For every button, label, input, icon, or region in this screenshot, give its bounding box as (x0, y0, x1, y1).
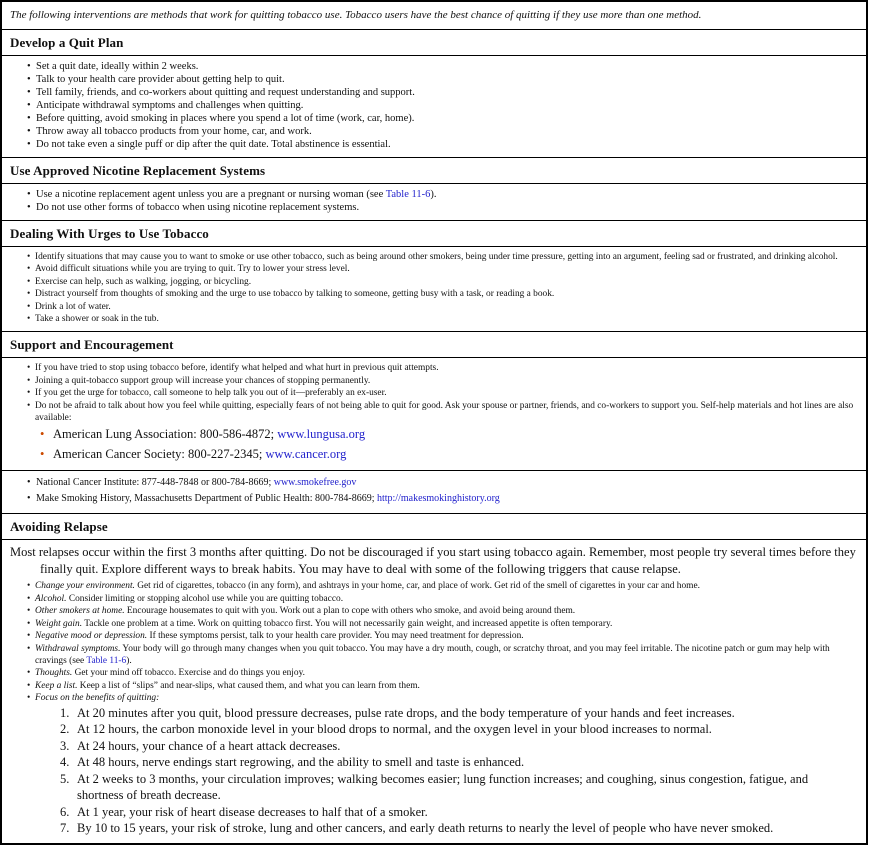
item-text (35, 387, 856, 399)
section-header: Use Approved Nicotine Replacement Systems (2, 157, 866, 183)
bullet-marker: • (27, 643, 31, 654)
item-text (35, 400, 856, 425)
bullet-item (27, 125, 856, 138)
makesmokinghistory-link[interactable]: http://makesmokinghistory.org (376, 493, 500, 505)
text-run: If you get the urge for tobacco, call someone to help talk you out of it—preferably an ex-user. (35, 388, 387, 399)
text-run: Thoughts. (35, 668, 73, 679)
text-run: Do not take even a single puff or dip after the quit date. Total abstinence is essential. (36, 139, 391, 150)
text-run: ). (126, 655, 132, 666)
text-run: American Lung Association: 800-586-4872; (53, 427, 278, 442)
text-run: At 20 minutes after you quit, blood pressure decreases, pulse rate drops, and the body temperature of your hands and feet increases. (77, 705, 735, 720)
item-text (35, 313, 856, 325)
numbered-item (60, 820, 856, 837)
bullet-marker: • (27, 100, 31, 111)
text-run: At 1 year, your risk of heart disease decreases to half that of a smoker. (77, 804, 428, 819)
bullet-marker: • (27, 668, 31, 679)
bullet-marker: • (27, 301, 31, 312)
bullet-item (27, 618, 856, 630)
item-text (35, 276, 856, 288)
bullet-item (27, 680, 856, 692)
numbered-item (60, 738, 856, 755)
item-text (77, 721, 856, 738)
text-run: Exercise can help, such as walking, jogging, or bicycling. (35, 276, 252, 287)
table-11-6-link[interactable]: Table 11-6 (86, 655, 127, 666)
item-text (35, 680, 856, 692)
item-text (35, 288, 856, 300)
section-content-row (2, 470, 866, 513)
bullet-item (27, 692, 856, 704)
text-run: Change your environment. (35, 581, 135, 592)
bullet-item (27, 387, 856, 399)
resource-bullet-item (40, 444, 856, 464)
item-text (36, 86, 856, 99)
number-marker: 4. (60, 755, 70, 770)
bullet-marker: • (27, 61, 31, 72)
cancer-org-link[interactable]: www.cancer.org (265, 447, 347, 462)
bullet-marker: • (27, 477, 31, 489)
item-text (53, 444, 856, 464)
bullet-marker: • (27, 680, 31, 691)
item-text (35, 263, 856, 275)
section-header: Avoiding Relapse (2, 513, 866, 539)
text-run: Joining a quit-tobacco support group will increase your chances of stopping permanently. (35, 375, 371, 386)
bullet-marker: • (27, 388, 31, 399)
text-run: Do not use other forms of tobacco when using nicotine replacement systems. (36, 202, 360, 213)
item-text (36, 60, 856, 73)
text-run: Talk to your health care provider about getting help to quit. (36, 74, 285, 85)
item-text (77, 738, 856, 755)
bullet-marker: • (27, 314, 31, 325)
item-text (36, 99, 856, 112)
text-run: At 24 hours, your chance of a heart attack decreases. (77, 738, 341, 753)
text-run: If these symptoms persist, talk to your health care provider. You may need treatment for depression. (147, 631, 524, 642)
item-text (36, 125, 856, 138)
bullet-item (27, 99, 856, 112)
item-text (35, 580, 856, 592)
text-run: Focus on the benefits of quitting: (35, 693, 160, 704)
text-run: At 12 hours, the carbon monoxide level in your blood drops to normal, and the oxygen level in your blood increases to normal. (77, 722, 712, 737)
item-text (35, 692, 856, 704)
text-run: Withdrawal symptoms. (35, 643, 121, 654)
resource-bullet-item (40, 424, 856, 444)
bullet-marker: • (27, 606, 31, 617)
item-text (35, 618, 856, 630)
text-run: American Cancer Society: 800-227-2345; (53, 447, 266, 462)
text-run: Keep a list of “slips” and near-slips, what caused them, and what you can learn from them. (77, 680, 420, 691)
text-run: Get your mind off tobacco. Exercise and do things you enjoy. (72, 668, 306, 679)
section-header: Develop a Quit Plan (2, 29, 866, 55)
item-text (36, 201, 856, 214)
bullet-item (27, 201, 856, 214)
item-text (36, 73, 856, 86)
bullet-item (27, 375, 856, 387)
bullet-marker: • (27, 289, 31, 300)
text-run: Anticipate withdrawal symptoms and challenges when quitting. (36, 100, 304, 111)
bullet-marker: • (27, 189, 31, 200)
item-text (36, 188, 856, 201)
bullet-marker: • (40, 427, 45, 442)
text-run: ). (430, 189, 437, 200)
number-marker: 7. (60, 821, 70, 836)
bullet-item (27, 251, 856, 263)
bullet-marker: • (27, 581, 31, 592)
bullet-item (27, 643, 856, 668)
text-run: Get rid of cigarettes, tobacco (in any form), and ashtrays in your home, car, and place of work. Get rid of the smell of cigarettes in your car and home. (134, 581, 700, 592)
lungusa-link[interactable]: www.lungusa.org (277, 427, 366, 442)
item-text (35, 643, 856, 668)
number-marker: 1. (60, 705, 70, 720)
bullet-item (27, 60, 856, 73)
bullet-marker: • (27, 87, 31, 98)
item-text (36, 138, 856, 151)
section-header: Dealing With Urges to Use Tobacco (2, 220, 866, 246)
bullet-marker: • (27, 113, 31, 124)
numbered-item (60, 804, 856, 821)
bullet-item (27, 86, 856, 99)
item-text (77, 820, 856, 837)
text-run: Other smokers at home. (35, 606, 125, 617)
item-text (77, 804, 856, 821)
bullet-marker: • (27, 400, 31, 411)
text-run: Weight gain. (35, 618, 83, 629)
item-text (10, 545, 856, 576)
bullet-item (27, 112, 856, 125)
item-text (35, 375, 856, 387)
bullet-marker: • (27, 74, 31, 85)
bullet-marker: • (27, 276, 31, 287)
number-marker: 3. (60, 738, 70, 753)
bullet-marker: • (27, 693, 31, 704)
bullet-marker: • (27, 375, 31, 386)
bullet-item (27, 400, 856, 425)
paragraph (10, 544, 856, 578)
bullet-marker: • (27, 631, 31, 642)
bullet-item (27, 263, 856, 275)
smokefree-link[interactable]: www.smokefree.gov (273, 477, 357, 489)
bullet-item (27, 630, 856, 642)
item-text (77, 771, 856, 804)
section-content-row (2, 246, 866, 331)
item-text (77, 754, 856, 771)
numbered-item (60, 721, 856, 738)
text-run: Take a shower or soak in the tub. (35, 314, 159, 325)
item-text (35, 362, 856, 374)
text-run: Make Smoking History, Massachusetts Department of Public Health: 800-784-8669; (36, 493, 377, 505)
bullet-item (27, 580, 856, 592)
text-run: Tackle one problem at a time. Work on quitting tobacco first. You will not necessarily gain weight, and increased appetite is often temporary. (82, 618, 613, 629)
bullet-marker: • (27, 202, 31, 213)
numbered-item (60, 754, 856, 771)
text-run: Drink a lot of water. (35, 301, 111, 312)
section-content-row (2, 55, 866, 157)
bullet-marker: • (27, 139, 31, 150)
text-run: Throw away all tobacco products from your home, car, and work. (36, 126, 312, 137)
bullet-marker: • (27, 363, 31, 374)
text-run: Before quitting, avoid smoking in places where you spend a lot of time (work, car, home). (36, 113, 415, 124)
bullet-marker: • (27, 593, 31, 604)
bullet-item (27, 301, 856, 313)
bullet-item (27, 491, 856, 507)
item-text (77, 705, 856, 722)
section-content-row (2, 183, 866, 220)
item-text (35, 630, 856, 642)
text-run: Tell family, friends, and co-workers about quitting and request understanding and support. (36, 87, 415, 98)
text-run: Consider limiting or stopping alcohol use while you are quitting tobacco. (66, 593, 344, 604)
item-text (36, 475, 856, 491)
bullet-marker: • (27, 264, 31, 275)
text-run: Identify situations that may cause you to want to smoke or use other tobacco, such as being around other smokers, being under time pressure, getting into an argument, feeling sad or frustrated, and drinking alcohol. (35, 252, 838, 262)
text-run: Most relapses occur within the first 3 months after quitting. Do not be discouraged if you start using tobacco again. Remember, most people try several times before they finally quit. Explore different ways to break habits. You may have to deal with some of the following triggers that cause relapse. (10, 545, 856, 577)
bullet-marker: • (27, 618, 31, 629)
bullet-marker: • (27, 252, 31, 262)
bullet-marker: • (40, 447, 45, 462)
item-text (53, 424, 856, 444)
bullet-item (27, 276, 856, 288)
text-run: National Cancer Institute: 877-448-7848 or 800-784-8669; (36, 477, 274, 489)
section-header: Support and Encouragement (2, 331, 866, 357)
bullet-item (27, 362, 856, 374)
text-run: By 10 to 15 years, your risk of stroke, lung and other cancers, and early death returns to nearly the level of people who have never smoked. (77, 821, 774, 836)
intro-note: The following interventions are methods that work for quitting tobacco use. Tobacco users have the best chance of quitting if they use more than one method. (10, 9, 702, 21)
number-marker: 2. (60, 722, 70, 737)
text-run: Avoid difficult situations while you are trying to quit. Try to lower your stress level. (35, 264, 350, 275)
text-run: At 48 hours, nerve endings start regrowing, and the ability to smell and taste is enhanced. (77, 755, 525, 770)
bullet-item (27, 313, 856, 325)
bullet-marker: • (27, 493, 31, 505)
item-text (35, 593, 856, 605)
bullet-item (27, 188, 856, 201)
section-content-row (2, 357, 866, 470)
text-run: Encourage housemates to quit with you. Work out a plan to cope with others who smoke, and avoid being around them. (124, 606, 576, 617)
bullet-item (27, 73, 856, 86)
bullet-item (27, 138, 856, 151)
text-run: Your body will go through many changes when you quit tobacco. You may have a dry mouth, cough, or scratchy throat, and you may feel irritable. The nicotine patch or gum may help with cravings (see (35, 643, 830, 666)
text-run: Set a quit date, ideally within 2 weeks. (36, 61, 199, 72)
text-run: Do not be afraid to talk about how you feel while quitting, especially fears of not being able to quit for good. Ask your spouse or partner, friends, and co-workers to support you. Self-help materials and hot lines are also available: (35, 400, 854, 424)
item-text (35, 301, 856, 313)
item-text (35, 667, 856, 679)
text-run: Distract yourself from thoughts of smoking and the urge to use tobacco by talking to someone, getting busy with a task, or reading a book. (35, 289, 555, 300)
text-run: Negative mood or depression. (35, 631, 148, 642)
numbered-item (60, 771, 856, 804)
item-text (36, 491, 856, 507)
number-marker: 6. (60, 804, 70, 819)
item-text (36, 112, 856, 125)
bullet-marker: • (27, 126, 31, 137)
bullet-item (27, 667, 856, 679)
numbered-item (60, 705, 856, 722)
item-text (35, 251, 856, 263)
bullet-item (27, 605, 856, 617)
bullet-item (27, 593, 856, 605)
text-run: Use a nicotine replacement agent unless you are a pregnant or nursing woman (see (36, 189, 386, 200)
text-run: Keep a list. (35, 680, 78, 691)
number-marker: 5. (60, 771, 70, 786)
text-run: If you have tried to stop using tobacco before, identify what helped and what hurt in previous quit attempts. (35, 363, 439, 374)
item-text (35, 605, 856, 617)
bullet-item (27, 475, 856, 491)
text-run: At 2 weeks to 3 months, your circulation improves; walking becomes easier; lung function increases; and coughing, sinus congestion, fatigue, and shortness of breath decrease. (77, 771, 809, 803)
bullet-item (27, 288, 856, 300)
table-11-6-link[interactable]: Table 11-6 (385, 189, 431, 200)
text-run: Alcohol. (35, 593, 67, 604)
section-content-row (2, 539, 866, 842)
